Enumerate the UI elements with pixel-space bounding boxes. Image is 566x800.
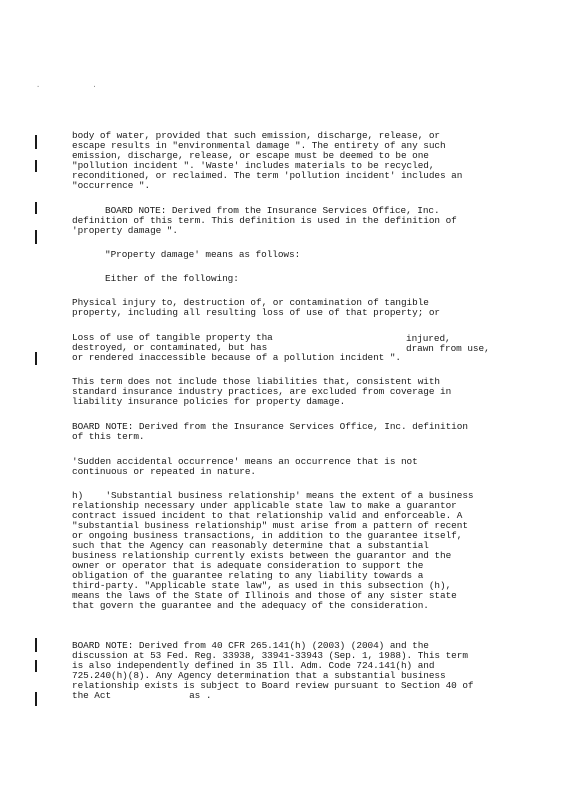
text-line: This term does not include those liabilities that, consistent with <box>72 376 441 387</box>
text-line: Physical injury to, destruction of, or contamination of tangible <box>72 297 429 308</box>
text-line: standard insurance industry practices, are excluded from coverage in <box>72 386 452 397</box>
text-line: obligation of the guarantee relating to any liability towards a <box>72 570 424 581</box>
text-line: discussion at 53 Fed. Reg. 33938, 33941-33943 (Sep. 1, 1988). This term <box>72 650 468 661</box>
text-line: emission, discharge, release, or escape must be deemed to be one <box>72 150 429 161</box>
text-line: Loss of use of tangible property tha <box>72 332 273 343</box>
text-line: or ongoing business transactions, in addition to the guarantee itself, <box>72 530 463 541</box>
text-line: that govern the guarantee and the adequacy of the consideration. <box>72 600 429 611</box>
text-line: the Act as . <box>72 690 212 701</box>
text-line: "occurrence ". <box>72 180 151 191</box>
text-line: property, including all resulting loss of use of that property; or <box>72 307 441 318</box>
text-line: reconditioned, or reclaimed. The term 'pollution incident' includes an <box>72 170 463 181</box>
text-line: of this term. <box>72 431 145 442</box>
text-line: injured, <box>406 333 451 344</box>
revision-bar <box>35 638 37 652</box>
text-line: is also independently defined in 35 Ill. Adm. Code 724.141(h) and <box>72 660 435 671</box>
text-line: body of water, provided that such emission, discharge, release, or <box>72 130 441 141</box>
text-line: "Property damage' means as follows: <box>105 249 301 260</box>
revision-bar <box>35 202 37 214</box>
text-line: third-party. "Applicable state law", as used in this subsection (h), <box>72 580 452 591</box>
text-line: BOARD NOTE: Derived from the Insurance Services Office, Inc. <box>105 205 440 216</box>
text-line: BOARD NOTE: Derived from the Insurance Services Office, Inc. definition <box>72 421 468 432</box>
text-line: owner or operator that is adequate consideration to support the <box>72 560 424 571</box>
text-line: contract issued incident to that relationship valid and enforceable. A <box>72 510 463 521</box>
text-line: relationship necessary under applicable state law to make a guarantor <box>72 500 457 511</box>
text-line: Either of the following: <box>105 273 239 284</box>
text-line: means the laws of the State of Illinois and those of any sister state <box>72 590 457 601</box>
text-line: BOARD NOTE: Derived from 40 CFR 265.141(h) (2003) (2004) and the <box>72 640 429 651</box>
text-line: definition of this term. This definition is used in the definition of <box>72 215 457 226</box>
text-line: 'property damage ". <box>72 225 178 236</box>
text-line: such that the Agency can reasonably determine that a substantial <box>72 540 429 551</box>
revision-bar <box>35 160 37 172</box>
text-line: "pollution incident ". 'Waste' includes materials to be recycled, <box>72 160 435 171</box>
text-line: "substantial business relationship" must arise from a pattern of recent <box>72 520 468 531</box>
text-line: or rendered inaccessible because of a pollution incident ". <box>72 352 401 363</box>
text-line: liability insurance policies for property damage. <box>72 396 346 407</box>
text-line: escape results in "environmental damage ". The entirety of any such <box>72 140 446 151</box>
text-line: destroyed, or contaminated, but has <box>72 342 268 353</box>
revision-bar <box>35 230 37 244</box>
text-line: relationship exists is subject to Board review pursuant to Section 40 of <box>72 680 474 691</box>
revision-bar <box>35 660 37 672</box>
revision-bar <box>35 135 37 149</box>
text-line: drawn from use, <box>406 343 490 354</box>
text-line: 'Sudden accidental occurrence' means an occurrence that is not <box>72 456 418 467</box>
scan-specks: . . <box>36 82 121 90</box>
revision-bar <box>35 352 37 365</box>
text-line: continuous or repeated in nature. <box>72 466 257 477</box>
text-line: h) 'Substantial business relationship' means the extent of a business <box>72 490 474 501</box>
text-line: 725.240(h)(8). Any Agency determination that a substantial business <box>72 670 446 681</box>
text-line: business relationship currently exists between the guarantor and the <box>72 550 452 561</box>
revision-bar <box>35 692 37 706</box>
